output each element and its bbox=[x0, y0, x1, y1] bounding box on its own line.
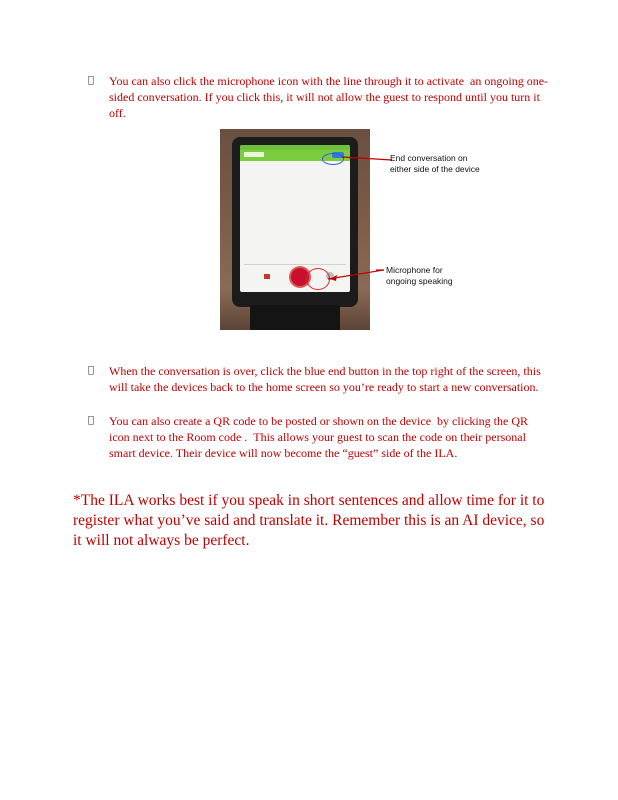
end-callout-line bbox=[342, 157, 392, 160]
bullet-glyph bbox=[88, 363, 94, 379]
bullet-text: You can also click the microphone icon with the line through it to activate an ongoing one-sided conversation. If you click this, it will not allow the guest to respond until you turn it off. bbox=[109, 74, 549, 120]
tip-note: *The ILA works best if you speak in short sentences and allow time for it to register what you’ve said and translate it. Remember this is an AI device, so it will not always be perfect. bbox=[73, 492, 545, 549]
bullet-glyph bbox=[88, 413, 94, 429]
bullet-qr-code bbox=[88, 413, 548, 461]
callout-mic-line2: ongoing speaking bbox=[386, 276, 453, 286]
bullet-end-button bbox=[88, 363, 548, 395]
callout-mic-line1: Microphone for bbox=[386, 265, 443, 275]
callout-microphone bbox=[386, 265, 453, 287]
bullet-text: When the conversation is over, click the blue end button in the top right of the screen, this will take the devices back to the home screen so you’re ready to start a new conversation. bbox=[109, 364, 541, 394]
callout-end-line1: End conversation on bbox=[390, 153, 468, 163]
callout-end-line2: either side of the device bbox=[390, 164, 480, 174]
bullet-text: You can also create a QR code to be posted or shown on the device by clicking the QR icon next to the Room code . This allows your guest to scan the code on their personal smart device. Their device will now become the “guest” side of the ILA. bbox=[109, 414, 529, 460]
callout-end-conversation bbox=[390, 153, 480, 175]
